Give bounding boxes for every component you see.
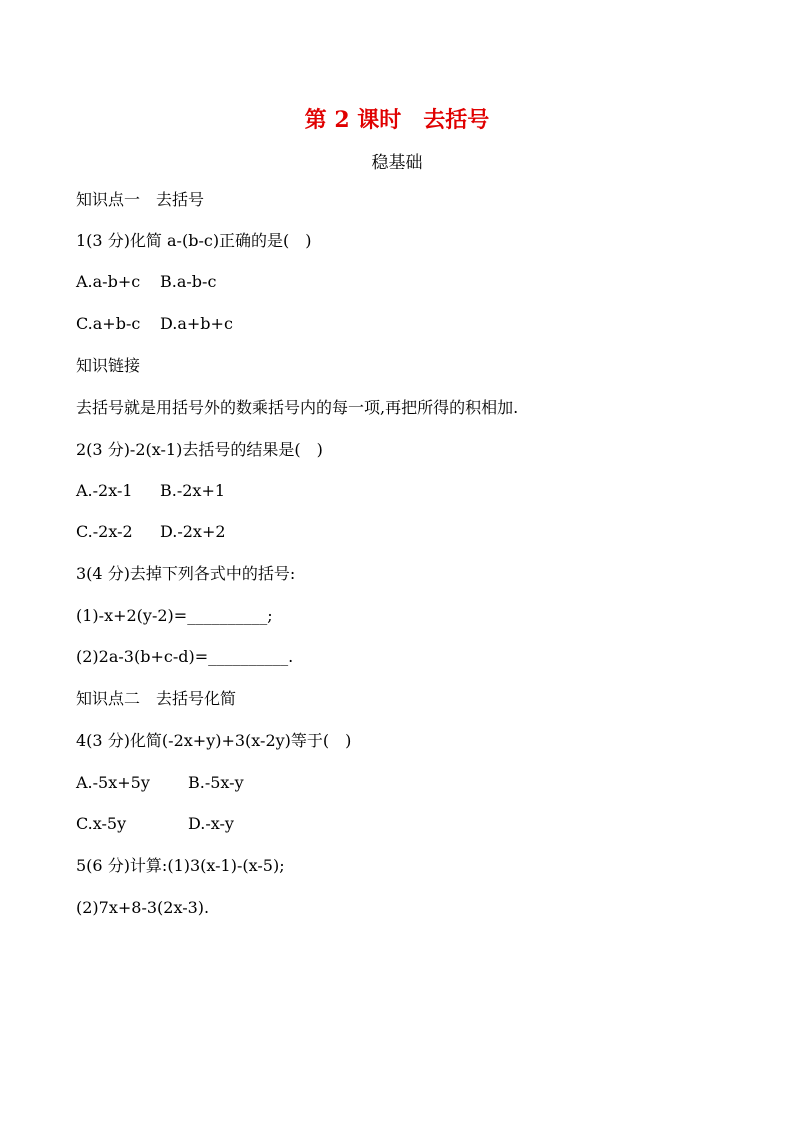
option-b: B.-2x+1 xyxy=(160,481,226,500)
question-5-part-2: (2)7x+8-3(2x-3). xyxy=(76,898,210,917)
question-1-options-row-2 xyxy=(76,313,233,335)
knowledge-link-heading: 知识链接 xyxy=(76,356,141,375)
question-4-options-row-2 xyxy=(76,813,234,835)
option-c: C.a+b-c xyxy=(76,314,141,333)
question-3-part-1: (1)-x+2(y-2)=__________; xyxy=(76,606,273,625)
option-b: B.-5x-y xyxy=(188,773,244,792)
section-subtitle: 稳基础 xyxy=(371,153,423,173)
question-3: 3(4 分)去掉下列各式中的括号: xyxy=(76,564,296,583)
question-5: 5(6 分)计算:(1)3(x-1)-(x-5); xyxy=(76,856,285,875)
option-a: A.-5x+5y xyxy=(76,773,150,792)
option-d: D.a+b+c xyxy=(160,314,233,333)
option-a: A.-2x-1 xyxy=(76,481,133,500)
question-1: 1(3 分)化简 a-(b-c)正确的是( ) xyxy=(76,231,312,250)
question-1-options-row-1 xyxy=(76,271,216,293)
lesson-title: 第 2 课时 去括号 xyxy=(304,107,490,133)
question-4: 4(3 分)化简(-2x+y)+3(x-2y)等于( ) xyxy=(76,731,352,750)
option-d: D.-x-y xyxy=(188,814,234,833)
option-d: D.-2x+2 xyxy=(160,522,226,541)
option-a: A.a-b+c xyxy=(76,272,141,291)
question-2-options-row-1 xyxy=(76,480,225,502)
knowledge-link-text: 去括号就是用括号外的数乘括号内的每一项,再把所得的积相加. xyxy=(76,398,519,417)
knowledge-point-1-heading: 知识点一 去括号 xyxy=(76,190,205,209)
question-2-options-row-2 xyxy=(76,521,226,543)
option-c: C.-2x-2 xyxy=(76,522,133,541)
option-c: C.x-5y xyxy=(76,814,127,833)
question-2: 2(3 分)-2(x-1)去括号的结果是( ) xyxy=(76,440,323,459)
question-4-options-row-1 xyxy=(76,772,244,794)
question-3-part-2: (2)2a-3(b+c-d)=__________. xyxy=(76,647,294,666)
knowledge-point-2-heading: 知识点二 去括号化简 xyxy=(76,689,237,708)
option-b: B.a-b-c xyxy=(160,272,217,291)
